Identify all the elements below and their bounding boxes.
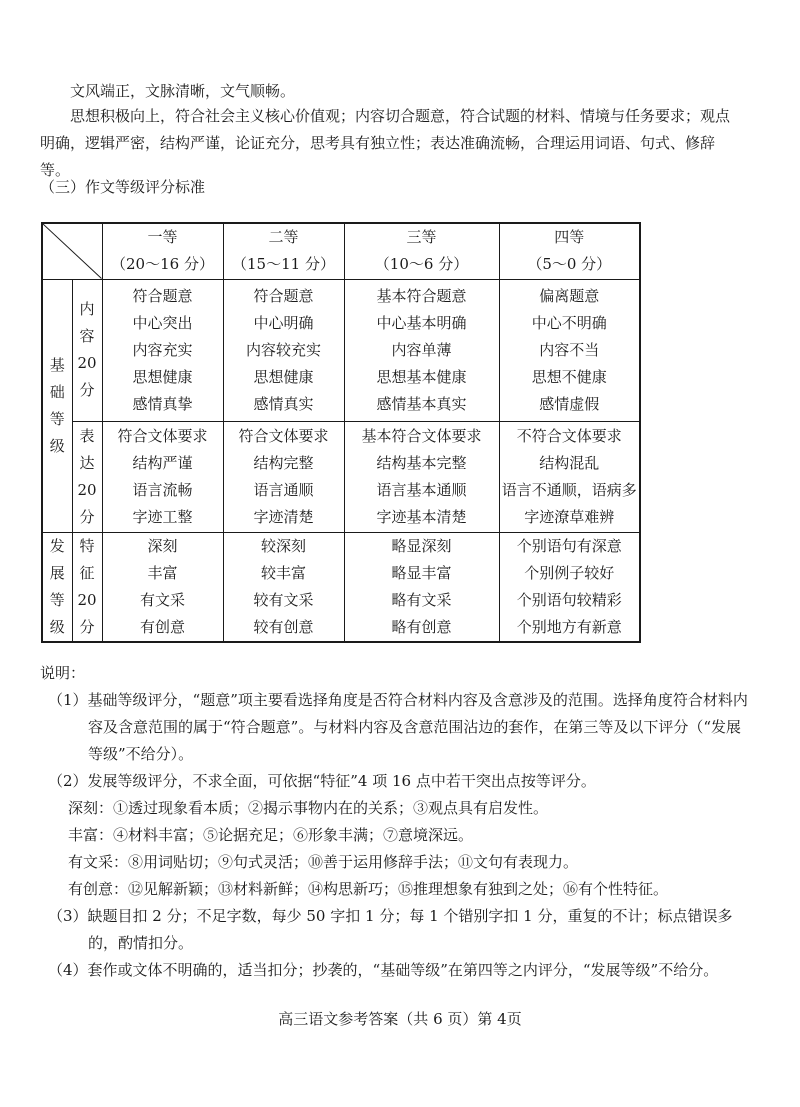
criterion: 语言流畅 [132, 480, 193, 499]
criterion: 内容较充实 [245, 340, 321, 359]
criterion: 个别语句有深意 [516, 536, 622, 555]
grade-range-1: （20～16 分） [111, 255, 214, 274]
sub-label-char: 分 [79, 507, 95, 526]
criterion: 符合文体要求 [238, 426, 329, 445]
grade-name-4: 四等 [554, 228, 585, 247]
criterion: 较丰富 [260, 563, 306, 582]
cell-expression-grade-1 [102, 421, 223, 532]
criterion: 感情真实 [253, 394, 314, 413]
criterion: 字迹清楚 [253, 507, 314, 526]
cell-features-grade-3 [344, 532, 499, 642]
criterion: 语言通顺 [253, 480, 314, 499]
cell-expression-grade-4 [499, 421, 640, 532]
criterion: 有创意 [139, 617, 185, 636]
criterion: 略显丰富 [391, 563, 452, 582]
cell-content-grade-1 [102, 279, 223, 421]
criterion: 感情真挚 [132, 394, 193, 413]
cell-features-grade-1 [102, 532, 223, 642]
criterion: 丰富 [147, 563, 178, 582]
sub-label-char: 内 [79, 300, 95, 318]
grade-header-3 [344, 223, 499, 279]
criterion: 深刻 [147, 536, 178, 555]
intro-line-1: 文风端正，文脉清晰，文气顺畅。 [70, 82, 296, 100]
sub-label-char: 20 [77, 590, 97, 609]
cell-content-grade-3 [344, 279, 499, 421]
group-label-char: 等 [49, 590, 65, 609]
sub-label-char: 征 [79, 563, 95, 582]
cell-expression-grade-3 [344, 421, 499, 532]
sub-label-char: 20 [77, 354, 97, 372]
group-label-char: 级 [49, 617, 65, 636]
note-2-deep: 深刻：①透过现象看本质；②揭示事物内在的关系；③观点具有启发性。 [68, 799, 549, 817]
criterion: 字迹工整 [132, 507, 193, 526]
criterion: 语言基本通顺 [376, 480, 467, 499]
note-2: （2）发展等级评分，不求全面，可依据“特征”4 项 16 点中若干突出点按等评分。 [48, 772, 596, 790]
cell-content-grade-2 [223, 279, 344, 421]
criterion: 思想健康 [132, 367, 193, 386]
criterion: 思想健康 [253, 367, 314, 386]
diagonal-line [43, 224, 102, 279]
grade-header-1 [102, 223, 223, 279]
criterion: 符合题意 [132, 286, 193, 305]
criterion: 结构基本完整 [376, 453, 467, 472]
criterion: 结构完整 [253, 453, 314, 472]
criterion: 中心突出 [132, 313, 193, 332]
criterion: 中心基本明确 [376, 313, 467, 332]
grade-name-3: 三等 [406, 228, 437, 247]
grade-name-1: 一等 [147, 228, 178, 247]
group-label-char: 础 [49, 382, 65, 401]
notes-section [40, 660, 750, 984]
criterion: 略有创意 [391, 617, 452, 636]
sub-label-content [72, 279, 102, 421]
group-label-char: 发 [49, 536, 65, 555]
notes-title: 说明： [40, 664, 86, 682]
criterion: 语言不通顺，语病多 [501, 480, 637, 499]
sub-label-char: 20 [77, 480, 97, 499]
grade-range-4: （5～0 分） [527, 255, 612, 274]
criterion: 偏离题意 [539, 286, 600, 305]
criterion: 内容充实 [132, 340, 193, 359]
sub-label-char: 容 [79, 327, 95, 345]
cell-features-grade-2 [223, 532, 344, 642]
criterion: 内容单薄 [391, 340, 452, 359]
criterion: 符合文体要求 [117, 426, 208, 445]
criterion: 中心明确 [253, 313, 314, 332]
grade-range-2: （15～11 分） [232, 255, 335, 274]
cell-features-grade-4 [499, 532, 640, 642]
note-1: （1）基础等级评分，“题意”项主要看选择角度是否符合材料内容及含意涉及的范围。选择角度符合材料内容及含意范围的属于“符合题意”。与材料内容及含意范围沾边的套作，在第三等及以下评分（“发展等级”不给分）。 [48, 691, 748, 763]
sub-label-char: 分 [79, 381, 95, 399]
page-footer: 高三语文参考答案（共 6 页）第 4页 [278, 1010, 522, 1028]
criterion: 基本符合文体要求 [361, 426, 482, 445]
grade-name-2: 二等 [268, 228, 299, 247]
criterion: 个别例子较好 [524, 563, 615, 582]
sub-label-char: 特 [79, 536, 95, 555]
table-row-features [42, 532, 640, 642]
group-label-char: 展 [49, 563, 65, 582]
criterion: 内容不当 [539, 340, 600, 359]
group-label-char: 级 [49, 436, 65, 455]
criterion: 略有文采 [391, 590, 452, 609]
group-label-basic [42, 279, 72, 532]
criterion: 较有文采 [253, 590, 314, 609]
sub-label-char: 分 [79, 617, 95, 636]
note-4: （4）套作或文体不明确的，适当扣分；抄袭的，“基础等级”在第四等之内评分，“发展等级”不给分。 [48, 961, 719, 979]
criterion: 不符合文体要求 [516, 426, 622, 445]
criterion: 较深刻 [260, 536, 306, 555]
grade-header-2 [223, 223, 344, 279]
criterion: 中心不明确 [531, 313, 607, 332]
group-label-development [42, 532, 72, 642]
criterion: 有文采 [139, 590, 185, 609]
note-3: （3）缺题目扣 2 分；不足字数，每少 50 字扣 1 分；每 1 个错别字扣 1 分，重复的不计；标点错误多的，酌情扣分。 [48, 907, 733, 952]
group-label-char: 等 [49, 409, 65, 428]
grade-range-3: （10～6 分） [374, 255, 469, 274]
sub-label-features [72, 532, 102, 642]
criterion: 符合题意 [253, 286, 314, 305]
cell-content-grade-4 [499, 279, 640, 421]
criterion: 字迹潦草难辨 [524, 507, 615, 526]
note-2-rich: 丰富：④材料丰富；⑤论据充足；⑥形象丰满；⑦意境深远。 [68, 826, 474, 844]
criterion: 较有创意 [253, 617, 314, 636]
table-row-content [42, 279, 640, 421]
criterion: 略显深刻 [391, 536, 452, 555]
corner-cell [42, 223, 102, 279]
cell-expression-grade-2 [223, 421, 344, 532]
criterion: 基本符合题意 [376, 286, 467, 305]
intro-paragraph-2: 思想积极向上，符合社会主义核心价值观；内容切合题意，符合试题的材料、情境与任务要求；观点明确，逻辑严密，结构严谨，论证充分，思考具有独立性；表达准确流畅，合理运用词语、句式、修辞等。 [40, 107, 731, 179]
criterion: 个别语句较精彩 [516, 590, 622, 609]
criterion: 结构混乱 [539, 453, 600, 472]
criterion: 感情虚假 [539, 394, 600, 413]
grading-table [41, 222, 641, 643]
criterion: 感情基本真实 [376, 394, 467, 413]
sub-label-char: 表 [79, 426, 95, 445]
sub-label-expression [72, 421, 102, 532]
note-2-literary: 有文采：⑧用词贴切；⑨句式灵活；⑩善于运用修辞手法；⑪文句有表现力。 [68, 853, 579, 871]
criterion: 思想不健康 [531, 367, 607, 386]
criterion: 个别地方有新意 [516, 617, 622, 636]
table-header-row [42, 223, 640, 279]
criterion: 结构严谨 [132, 453, 193, 472]
section-title: （三）作文等级评分标准 [40, 178, 206, 196]
note-2-creative: 有创意：⑫见解新颖；⑬材料新鲜；⑭构思新巧；⑮推理想象有独到之处；⑯有个性特征。 [68, 880, 669, 898]
criterion: 字迹基本清楚 [376, 507, 467, 526]
grade-header-4 [499, 223, 640, 279]
sub-label-char: 达 [79, 453, 95, 472]
criterion: 思想基本健康 [376, 367, 467, 386]
group-label-char: 基 [49, 355, 65, 374]
table-row-expression [42, 421, 640, 532]
